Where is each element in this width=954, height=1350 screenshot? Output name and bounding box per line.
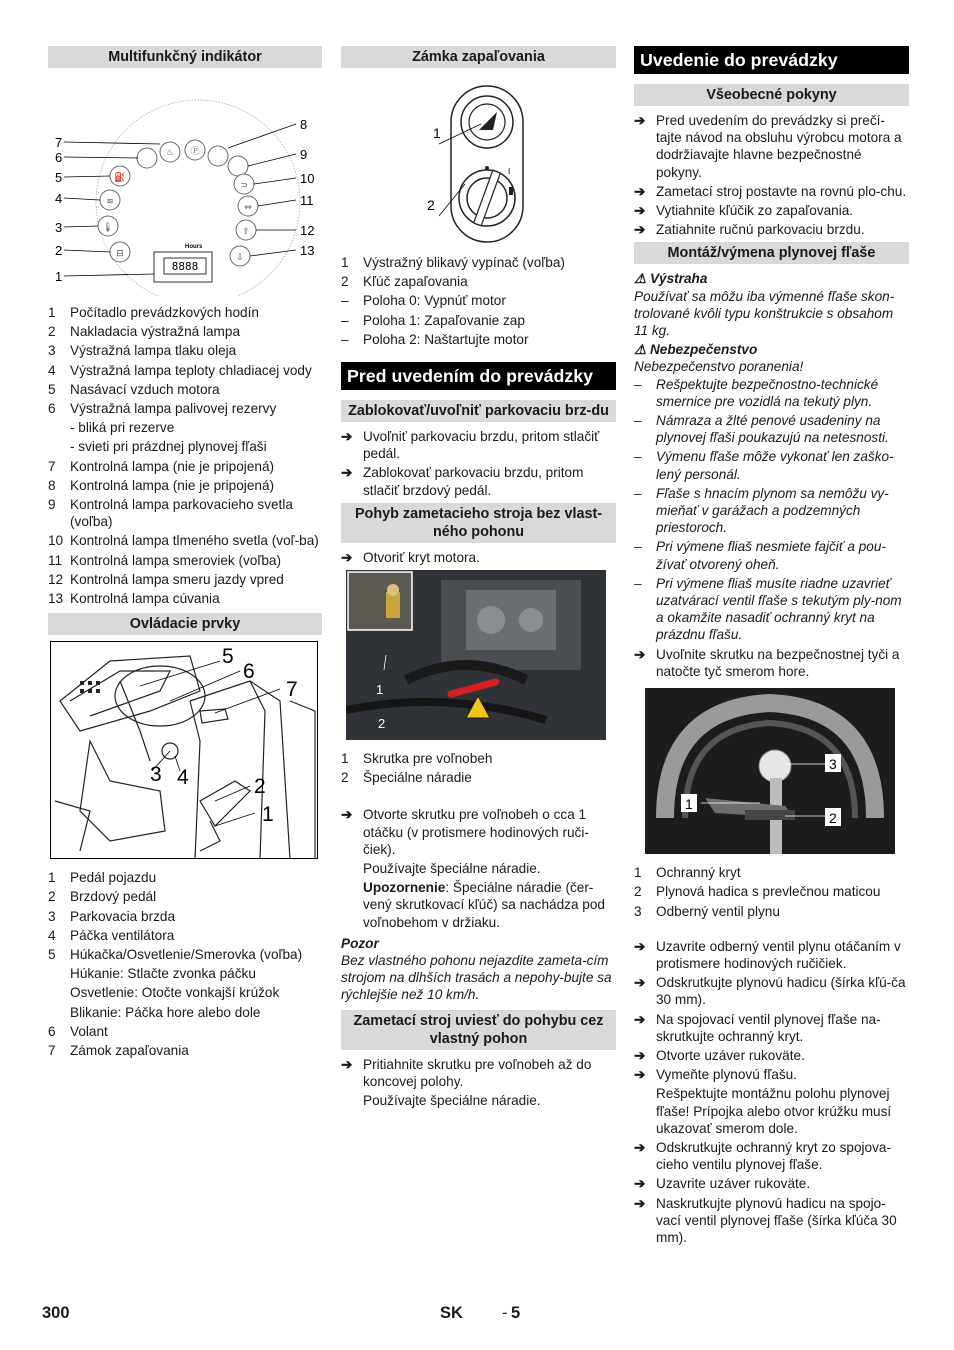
freewheel-photo	[341, 570, 616, 742]
list-item: ➔ Otvorte uzáver rukoväte.	[634, 1047, 805, 1063]
arrow-icon: ➔	[634, 1011, 646, 1027]
list-item: 3 Výstražná lampa tlaku oleja	[48, 343, 237, 359]
callout-3: 3	[55, 220, 63, 235]
column-middle	[341, 46, 616, 1111]
callout-5: 5	[55, 170, 63, 185]
callout-6: 6	[243, 660, 255, 684]
list-item: 2 Kľúč zapaľovania	[341, 274, 468, 290]
svg-text:🌡: 🌡	[102, 223, 114, 233]
callout-2: 2	[378, 716, 386, 732]
list-item: – Pri výmene fliaš nesmiete fajčiť a pou-žívať otvorený oheň.	[634, 539, 886, 572]
list-item: 3 Odberný ventil plynu	[634, 903, 780, 919]
list-item: ➔ Uvoľniť parkovaciu brzdu, pritom stlačiť pedál.	[341, 429, 600, 462]
list-item: 1 Výstražný blikavý vypínač (voľba)	[341, 255, 565, 270]
list-item: 5 Húkačka/Osvetlenie/Smerovka (voľba)	[48, 947, 303, 963]
list-item: ➔ Uzavrite uzáver rukoväte.	[634, 1176, 811, 1192]
callout-3: 3	[150, 763, 162, 787]
caution-label: Pozor	[341, 935, 379, 951]
callout-10: 10	[300, 171, 315, 186]
list-item: 8 Kontrolná lampa (nie je pripojená)	[48, 477, 275, 493]
list-item: ➔ Uzavrite odberný ventil plynu otáčaním v protismere hodinových ručičiek.	[634, 938, 901, 971]
svg-text:Ⓟ: Ⓟ	[190, 147, 200, 157]
section-heading-general: Všeobecné pokyny	[634, 84, 909, 106]
bottle-steps	[634, 938, 909, 1084]
note-text: Rešpektujte montážnu polohu plynovej fľaše! Prípojka alebo otvor krúžku musí ukazovať smerom dole.	[656, 1086, 892, 1136]
list-item: 7 Kontrolná lampa (nie je pripojená)	[48, 458, 275, 474]
section-heading-controls: Ovládacie prvky	[48, 613, 322, 635]
callout-13: 13	[300, 243, 315, 258]
bottle-rod-steps	[634, 646, 909, 680]
danger-text: Nebezpečenstvo poranenia!	[634, 359, 804, 375]
no-drive-steps	[341, 549, 616, 566]
list-item: 11 Kontrolná lampa smeroviek (voľba)	[48, 552, 281, 568]
list-item: – Poloha 1: Zapaľovanie zap	[341, 312, 525, 328]
list-item: ➔ Zametací stroj postavte na rovnú plo-chu.	[634, 183, 907, 199]
ignition-figure	[341, 74, 616, 246]
note-text: Používajte špeciálne náradie.	[363, 1093, 541, 1109]
freewheel-steps	[341, 806, 616, 858]
callout-3: 3	[829, 756, 837, 773]
section-heading-parking-brake: Zablokovať/uvoľniť parkovaciu brz-du	[341, 400, 616, 422]
arrow-icon: ➔	[341, 549, 353, 565]
warning-text: Používať sa môžu iba výmenné fľaše skon-trolované kvôli typu konštrukcie s obsahom 11 kg.	[634, 288, 895, 339]
arrow-icon: ➔	[341, 429, 353, 445]
list-item: – Poloha 0: Vypnúť motor	[341, 293, 506, 309]
list-item: – Pri výmene fliaš musíte riadne uzavrieť uzatvárací ventil fľaše s tekutým ply-nom a okamžite nasadiť ochranný kryt na prázdnu fľašu.	[634, 575, 902, 643]
section-heading-no-drive: Pohyb zametacieho stroja bez vlast-ného pohonu	[341, 503, 616, 543]
controls-legend-cont	[48, 1023, 322, 1059]
controls-drawing	[50, 641, 318, 859]
callout-7: 7	[55, 135, 63, 150]
self-drive-steps	[341, 1056, 616, 1090]
svg-text:≋: ≋	[106, 197, 114, 207]
callout-2: 2	[55, 243, 63, 258]
arrow-icon: ➔	[634, 1176, 646, 1192]
callout-4: 4	[177, 766, 189, 790]
column-right	[634, 46, 909, 1250]
list-item: 10 Kontrolná lampa tlmeného svetla (voľ-ba)	[48, 533, 319, 549]
list-item: 4 Páčka ventilátora	[48, 927, 175, 943]
list-item: 13 Kontrolná lampa cúvania	[48, 591, 220, 607]
ignition-positions	[341, 292, 616, 348]
controls-figure	[48, 641, 322, 861]
hours-label: Hours	[185, 244, 203, 250]
bottle-steps-cont	[634, 1139, 909, 1246]
position-label: I	[508, 167, 511, 176]
general-steps	[634, 112, 909, 238]
warning-triangle-icon: ⚠	[634, 271, 647, 287]
arrow-icon: ➔	[341, 1056, 353, 1072]
arrow-icon: ➔	[341, 465, 353, 481]
list-item: – Rešpektujte bezpečnostno-technické smernice pre vozidlá na tekutý plyn.	[634, 376, 879, 409]
multifunction-indicator-figure	[48, 74, 322, 296]
list-item: ➔ Otvorte skrutku pre voľnobeh o cca 1 otáčku (v protismere hodinových ruči-čiek).	[341, 807, 589, 857]
svg-text:⇧: ⇧	[242, 227, 250, 237]
list-item: ➔ Otvoriť kryt motora.	[341, 549, 480, 565]
list-item: ➔ Odskrutkujte ochranný kryt zo spojova-cieho ventilu plynovej fľaše.	[634, 1139, 891, 1173]
list-item: 9 Kontrolná lampa parkovacieho svetla (voľba)	[48, 497, 293, 530]
list-item: 2 Špeciálne náradie	[341, 770, 472, 786]
page-number: 300	[42, 1304, 70, 1322]
callout-1: 1	[433, 125, 441, 141]
arrow-icon: ➔	[634, 113, 646, 128]
svg-text:⊃: ⊃	[240, 181, 248, 191]
svg-text:⇔: ⇔	[244, 203, 252, 213]
callout-11: 11	[300, 193, 314, 208]
note-text: Používajte špeciálne náradie.	[363, 861, 541, 877]
page-separator: -	[502, 1304, 508, 1322]
list-item: – Fľaše s hnacím plynom sa nemôžu vy-mieňať v garážach a podzemných priestoroch.	[634, 485, 889, 536]
list-item: 1 Skrutka pre voľnobeh	[341, 751, 493, 767]
list-item: ➔ Zatiahnite ručnú parkovaciu brzdu.	[634, 222, 865, 238]
arrow-icon: ➔	[634, 183, 646, 199]
list-item: – Výmenu fľaše môže vykonať len zaško-lený personál.	[634, 449, 894, 482]
list-item: ➔ Odskrutkujte plynovú hadicu (šírka kľú-ča 30 mm).	[634, 975, 906, 1008]
callout-12: 12	[300, 223, 315, 238]
danger-label: ⚠ Nebezpečenstvo	[634, 342, 758, 358]
list-item: 1 Ochranný kryt	[634, 865, 741, 881]
list-item: ➔ Uvoľnite skrutku na bezpečnostnej tyči a natočte tyč smerom hore.	[634, 646, 900, 679]
callout-5: 5	[222, 645, 234, 669]
engine-photo	[346, 570, 606, 740]
list-item: ➔ Vymeňte plynovú fľašu.	[634, 1067, 797, 1083]
note-text: Upozornenie: Špeciálne náradie (čer-vený skrutkovací kľúč) sa nachádza pod voľnobehom v držiaku.	[363, 880, 605, 930]
callout-8: 8	[300, 117, 308, 132]
callout-1: 1	[685, 796, 693, 813]
section-heading-ignition: Zámka zapaľovania	[341, 46, 616, 68]
hour-counter: 8888	[171, 260, 199, 273]
svg-text:⊟: ⊟	[116, 249, 124, 259]
callout-6: 6	[55, 150, 63, 165]
arrow-icon: ➔	[634, 1195, 646, 1211]
ignition-legend	[341, 254, 616, 290]
callout-1: 1	[55, 269, 63, 284]
callout-9: 9	[300, 147, 308, 162]
list-item: 1 Počítadlo prevádzkových hodín	[48, 305, 259, 320]
main-heading-before-start: Pred uvedením do prevádzky	[341, 362, 616, 390]
list-item: – Námraza a žlté penové usadeniny na plynovej fľaši poukazujú na netesnosti.	[634, 413, 889, 446]
indicator-legend-cont	[48, 458, 322, 608]
list-item: 7 Zámok zapaľovania	[48, 1043, 189, 1059]
bottle-photo	[645, 688, 895, 854]
callout-2: 2	[829, 810, 837, 827]
indicator-diagram	[48, 74, 322, 296]
parking-brake-steps	[341, 428, 616, 499]
section-heading-self-drive: Zametací stroj uviesť do pohybu cez vlastný pohon	[341, 1010, 616, 1050]
section-page-number: 5	[511, 1304, 521, 1322]
ignition-drawing	[341, 74, 616, 246]
list-item: 2 Nakladacia výstražná lampa	[48, 324, 241, 340]
list-item: 2 Plynová hadica s prevlečnou maticou	[634, 884, 881, 900]
callout-2: 2	[254, 775, 266, 799]
list-item: ➔ Pritiahnite skrutku pre voľnobeh až do koncovej polohy.	[341, 1056, 592, 1089]
bottle-legend	[634, 864, 909, 920]
sub-note: - bliká pri rezerve	[70, 420, 175, 436]
main-heading-commissioning: Uvedenie do prevádzky	[634, 46, 909, 74]
list-item: 3 Parkovacia brzda	[48, 908, 176, 924]
list-item: ➔ Na spojovací ventil plynovej fľaše na-skrutkujte ochranný kryt.	[634, 1011, 881, 1044]
sub-note: Osvetlenie: Otočte vonkajší krúžok	[70, 985, 280, 1001]
freewheel-legend	[341, 750, 616, 786]
arrow-icon: ➔	[634, 1047, 646, 1063]
language-code: SK	[440, 1304, 463, 1322]
controls-legend	[48, 869, 322, 963]
arrow-icon: ➔	[634, 646, 646, 662]
danger-list	[634, 376, 909, 644]
arrow-icon: ➔	[634, 203, 646, 219]
list-item: – Poloha 2: Naštartujte motor	[341, 331, 529, 347]
arrow-icon: ➔	[634, 975, 646, 991]
list-item: ➔ Zablokovať parkovaciu brzdu, pritom stlačiť brzdový pedál.	[341, 465, 584, 498]
list-item: 12 Kontrolná lampa smeru jazdy vpred	[48, 571, 284, 587]
gas-bottle-photo	[634, 688, 909, 856]
list-item: 2 Brzdový pedál	[48, 889, 157, 905]
callout-1: 1	[376, 682, 384, 698]
column-left	[48, 46, 322, 1061]
section-heading-multifunction: Multifunkčný indikátor	[48, 46, 322, 68]
list-item: ➔ Vytiahnite kľúčik zo zapaľovania.	[634, 203, 854, 219]
warning-label: ⚠ Výstraha	[634, 271, 708, 287]
arrow-icon: ➔	[634, 938, 646, 954]
list-item: 6 Volant	[48, 1023, 108, 1039]
list-item: 5 Nasávací vzduch motora	[48, 381, 220, 397]
arrow-icon: ➔	[634, 1139, 646, 1155]
arrow-icon: ➔	[634, 1067, 646, 1083]
svg-text:♨: ♨	[165, 148, 175, 158]
callout-7: 7	[286, 678, 298, 702]
list-item: 4 Výstražná lampa teploty chladiacej vody	[48, 362, 312, 378]
sub-note: Húkanie: Stlačte zvonka páčku	[70, 966, 256, 982]
list-item: ➔ Pred uvedením do prevádzky si prečí-tajte návod na obsluhu výrobcu motora a dodržiavajte hlavne bezpečnostné pokyny.	[634, 113, 902, 180]
caution-text: Bez vlastného pohonu nejazdite zameta-cím strojom na dlhších trasách a nepohy-bujte sa rýchlejšie než 10 km/h.	[341, 953, 612, 1003]
arrow-icon: ➔	[341, 807, 353, 823]
list-item: 1 Pedál pojazdu	[48, 870, 157, 886]
list-item: ➔ Naskrutkujte plynovú hadicu na spojo-vací ventil plynovej fľaše (šírka kľúča 30 mm).	[634, 1195, 897, 1245]
arrow-icon: ➔	[634, 222, 646, 238]
svg-text:⇩: ⇩	[236, 253, 244, 263]
list-item: 6 Výstražná lampa palivovej rezervy	[48, 401, 277, 417]
sub-note: Blikanie: Páčka hore alebo dole	[70, 1004, 261, 1020]
warning-triangle-icon: ⚠	[634, 342, 647, 358]
callout-1: 1	[262, 803, 274, 827]
callout-2: 2	[427, 197, 435, 213]
section-heading-gas-bottle: Montáž/výmena plynovej fľaše	[634, 242, 909, 264]
indicator-legend	[48, 304, 322, 417]
svg-text:⛽: ⛽	[114, 173, 126, 183]
sub-note: - svieti pri prázdnej plynovej fľaši	[70, 439, 267, 455]
callout-4: 4	[55, 191, 63, 206]
